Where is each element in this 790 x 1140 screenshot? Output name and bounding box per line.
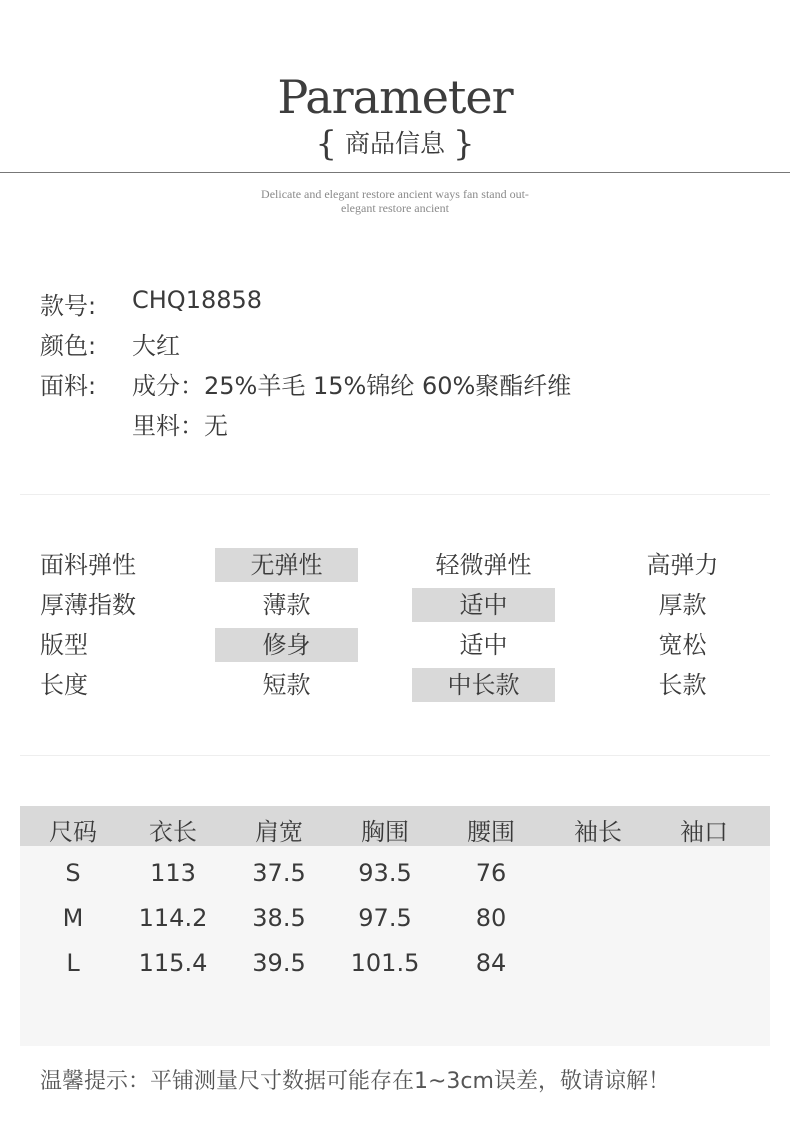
fabric-label: 面料: — [40, 372, 97, 400]
table-cell: 37.5 — [252, 859, 306, 887]
attr-option-selected: 适中 — [412, 588, 555, 622]
attr-row-length — [0, 668, 790, 702]
column-header: 肩宽 — [255, 818, 303, 846]
attr-option: 短款 — [262, 671, 311, 699]
table-cell: 113 — [150, 859, 196, 887]
table-cell: 93.5 — [358, 859, 412, 887]
attr-option: 宽松 — [658, 631, 707, 659]
attr-option: 轻微弹性 — [435, 551, 532, 579]
attr-label: 面料弹性 — [40, 551, 136, 579]
model-value: CHQ18858 — [132, 286, 263, 314]
left-brace: { — [315, 124, 337, 164]
attr-option-selected: 中长款 — [412, 668, 555, 702]
color-label: 颜色: — [40, 332, 97, 360]
section-divider-2 — [20, 755, 770, 756]
table-cell: S — [65, 859, 81, 887]
table-cell: L — [66, 949, 80, 977]
measurement-note: 温馨提示：平铺测量尺寸数据可能存在1~3cm误差，敬请谅解！ — [40, 1069, 670, 1094]
model-label: 款号: — [40, 292, 97, 320]
table-cell: 84 — [475, 949, 507, 977]
attr-option-selected: 无弹性 — [215, 548, 358, 582]
tagline — [0, 187, 790, 215]
table-cell: 38.5 — [252, 904, 306, 932]
attr-row-elasticity — [0, 548, 790, 582]
attr-option: 薄款 — [262, 591, 311, 619]
page-subtitle — [0, 124, 790, 164]
column-header: 胸围 — [361, 818, 409, 846]
tagline-line-1: Delicate and elegant restore ancient ways fan stand out- — [261, 187, 529, 201]
attr-row-fit — [0, 628, 790, 662]
attr-option: 长款 — [658, 671, 707, 699]
table-cell: 101.5 — [350, 949, 420, 977]
attr-option-selected: 修身 — [215, 628, 358, 662]
column-header: 衣长 — [149, 818, 197, 846]
attr-row-thickness — [0, 588, 790, 622]
lining-value: 里料：无 — [132, 412, 228, 440]
column-header: 袖长 — [574, 818, 622, 846]
fabric-value: 成分：25%羊毛 15%锦纶 60%聚酯纤维 — [132, 372, 572, 400]
attr-label: 版型 — [40, 631, 88, 659]
attr-option: 高弹力 — [646, 551, 719, 579]
column-header: 袖口 — [680, 818, 728, 846]
right-brace: } — [453, 124, 475, 164]
table-cell: 76 — [475, 859, 507, 887]
table-cell: 114.2 — [138, 904, 208, 932]
section-divider-1 — [20, 494, 770, 495]
size-table — [20, 806, 770, 1046]
table-cell: 115.4 — [138, 949, 208, 977]
attr-option: 厚款 — [658, 591, 707, 619]
table-cell: 80 — [475, 904, 507, 932]
size-table-header — [20, 806, 770, 846]
column-header: 尺码 — [49, 818, 97, 846]
table-cell: M — [62, 904, 84, 932]
attr-option: 适中 — [459, 631, 508, 659]
color-value: 大红 — [132, 332, 180, 360]
table-cell: 97.5 — [358, 904, 412, 932]
table-cell: 39.5 — [252, 949, 306, 977]
subtitle-text: 商品信息 — [344, 129, 445, 158]
header-divider — [0, 172, 790, 173]
column-header: 腰围 — [467, 818, 515, 846]
attr-label: 厚薄指数 — [40, 591, 136, 619]
tagline-line-2: elegant restore ancient — [341, 201, 449, 215]
page-title: Parameter — [277, 70, 513, 124]
attr-label: 长度 — [40, 671, 88, 699]
